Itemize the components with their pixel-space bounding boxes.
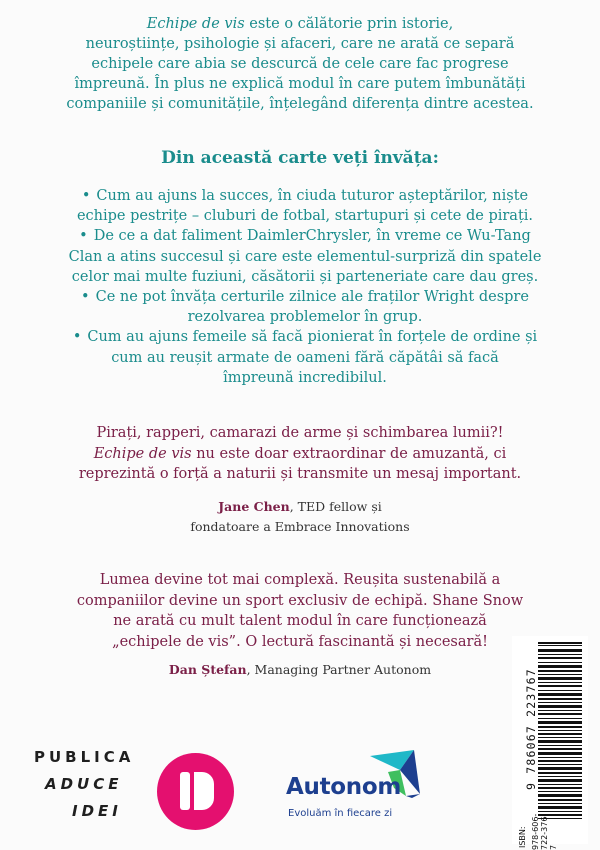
list-item: • Ce ne pot învăța certurile zilnice ale fraților Wright despre rezolvarea problemelor în grup. — [81, 289, 529, 326]
sponsor-name: Autonom — [286, 774, 402, 800]
isbn-label: ISBN: — [518, 826, 527, 848]
publisher-logo-glyph — [157, 753, 234, 830]
quote-author-dan-stefan: Dan Ștefan, Managing Partner Autonom — [168, 662, 432, 677]
bullet-icon: • — [72, 329, 82, 346]
list-item: • Cum au ajuns femeile să facă pionierat în forțele de ordine și cum au reușit armate de oameni fără căpătâi să facă împreună incredibilul. — [72, 329, 538, 386]
sponsor-tagline: Evoluăm în fiecare zi — [288, 808, 393, 819]
book-title: Echipe de vis — [146, 16, 245, 32]
bullet-icon: • — [79, 228, 88, 245]
bullet-icon: • — [81, 289, 90, 306]
list-item: • De ce a dat faliment DaimlerChrysler, în vreme ce Wu-Tang Clan a atins succesul și care este elementul-surpriză din spatele celor mai multe fuziuni, căsătorii și parteneriate care dau greș. — [68, 228, 542, 285]
learning-list — [40, 186, 570, 388]
bullet-icon: • — [81, 188, 91, 204]
isbn-number: 978-606-722-376-7 — [531, 813, 558, 850]
list-item: • Cum au ajuns la succes, în ciuda tuturor așteptărilor, niște echipe pestrițe – cluburi de fotbal, startupuri și cete de pirați. — [76, 188, 534, 225]
learn-heading: Din această carte veți învăța: — [161, 148, 439, 168]
quote-author-jane-chen: Jane Chen, TED fellow și fondatoare a Embrace Innovations — [190, 499, 410, 534]
barcode-digits: 9 786067 223767 — [524, 668, 538, 790]
quote-dan-stefan: Lumea devine tot mai complexă. Reușita sustenabilă a companiilor devine un sport exclusiv de echipă. Shane Snow ne arată cu mult talent modul în care funcționează „echipele de vis”. O lectură fascinantă și necesară! — [76, 572, 524, 650]
sponsor-logo — [286, 750, 466, 830]
intro-paragraph: Echipe de vis este o călătorie prin istorie, neuroștiințe, psihologie și afaceri, care ne arată ce separă echipele care abia se descurcă de cele care fac progrese împreună. În plus ne explică modul în care putem îmbunătăți companiile și comunitățile, înțelegând diferența dintre acestea. — [66, 16, 534, 112]
publisher-wordmark: PUBLICA ADUCE IDEI — [34, 748, 135, 820]
publisher-logo-icon — [157, 753, 234, 830]
quote-jane-chen: Pirați, rapperi, camarazi de arme și schimbarea lumii?! Echipe de vis nu este doar extraordinar de amuzantă, ci reprezintă o forță a naturii și transmite un mesaj important. — [78, 425, 522, 482]
